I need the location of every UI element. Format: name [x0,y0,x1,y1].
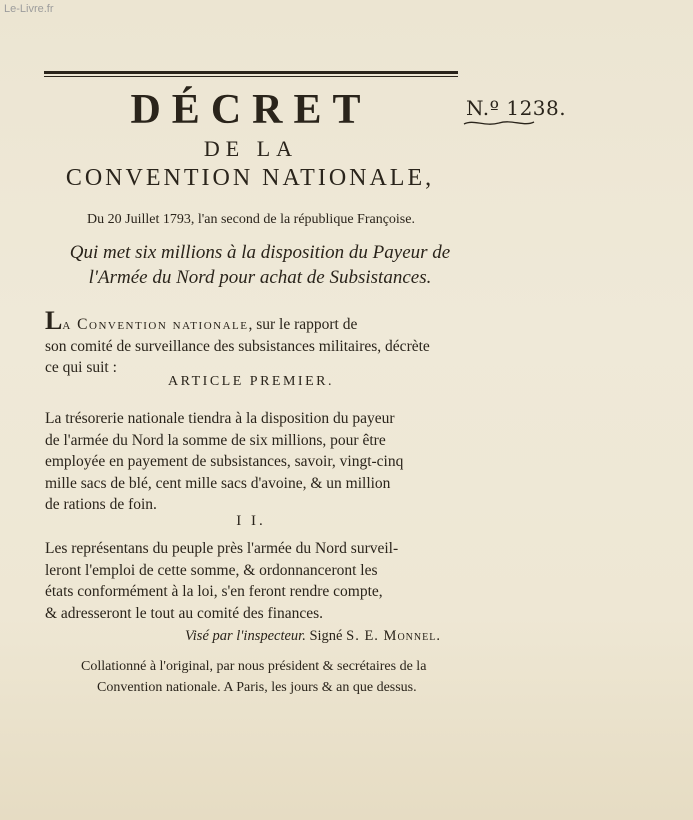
drop-cap: L [45,306,63,335]
intro-line-1 [45,306,460,336]
article-2-text [45,538,460,624]
signature-vise: Visé par l'inspecteur. [185,628,306,644]
intro-line-1-rest: , sur le rapport de [248,316,358,333]
article-1-line: employée en payement de subsistances, savoir, vingt-cinq [45,453,404,471]
article-2-line: états conformément à la loi, s'en feront rendre compte, [45,583,383,601]
article-1-line: de l'armée du Nord la somme de six millions, pour être [45,431,386,449]
article-2-line: leront l'emploi de cette somme, & ordonnanceront les [45,561,378,579]
article-2-line: & adresseront le tout au comité des finances. [45,604,324,622]
header-rule-thick [44,71,458,74]
intro-paragraph [45,306,460,379]
collation-line-1: Collationné à l'original, par nous président & secrétaires de la [81,659,427,674]
article-1-text [45,408,460,516]
header-rule-thin [44,76,458,77]
document-number: N.º 1238. [466,96,567,120]
decree-title: DÉCRET [130,87,372,133]
title-de-la: DE LA [203,136,299,161]
article-1-line: mille sacs de blé, cent mille sacs d'avoine, & un million [45,474,391,492]
title-convention-nationale: CONVENTION NATIONALE, [65,165,435,191]
article-1-line: de rations de foin. [45,496,157,514]
article-1-line: La trésorerie nationale tiendra à la disposition du payeur [45,410,395,427]
article-2-line: Les représentans du peuple près l'armée du Nord surveil- [45,540,399,557]
intro-line-3: ce qui suit : [45,359,117,377]
collation-line-2: Convention nationale. A Paris, les jours & an que dessus. [97,680,417,695]
date-line: Du 20 Juillet 1793, l'an second de la république Françoise. [87,212,415,227]
inspector-signature [185,628,441,645]
intro-convention-smallcaps: a Convention nationale [62,316,249,333]
article-2-heading: I I. [236,513,266,529]
intro-line-2: son comité de surveillance des subsistances militaires, décrète [45,337,430,355]
watermark-text: Le-Livre.fr [4,3,54,15]
signature-name: S. E. Monnel. [346,628,441,644]
decree-subject [44,240,476,290]
article-1-heading: ARTICLE PREMIER. [168,374,334,389]
swash-ornament-icon [462,118,536,128]
signature-signe: Signé [309,628,343,644]
subject-line-2: l'Armée du Nord pour achat de Subsistances. [88,267,432,288]
collation-note [81,656,461,698]
subject-line-1: Qui met six millions à la disposition du Payeur de [69,242,451,263]
